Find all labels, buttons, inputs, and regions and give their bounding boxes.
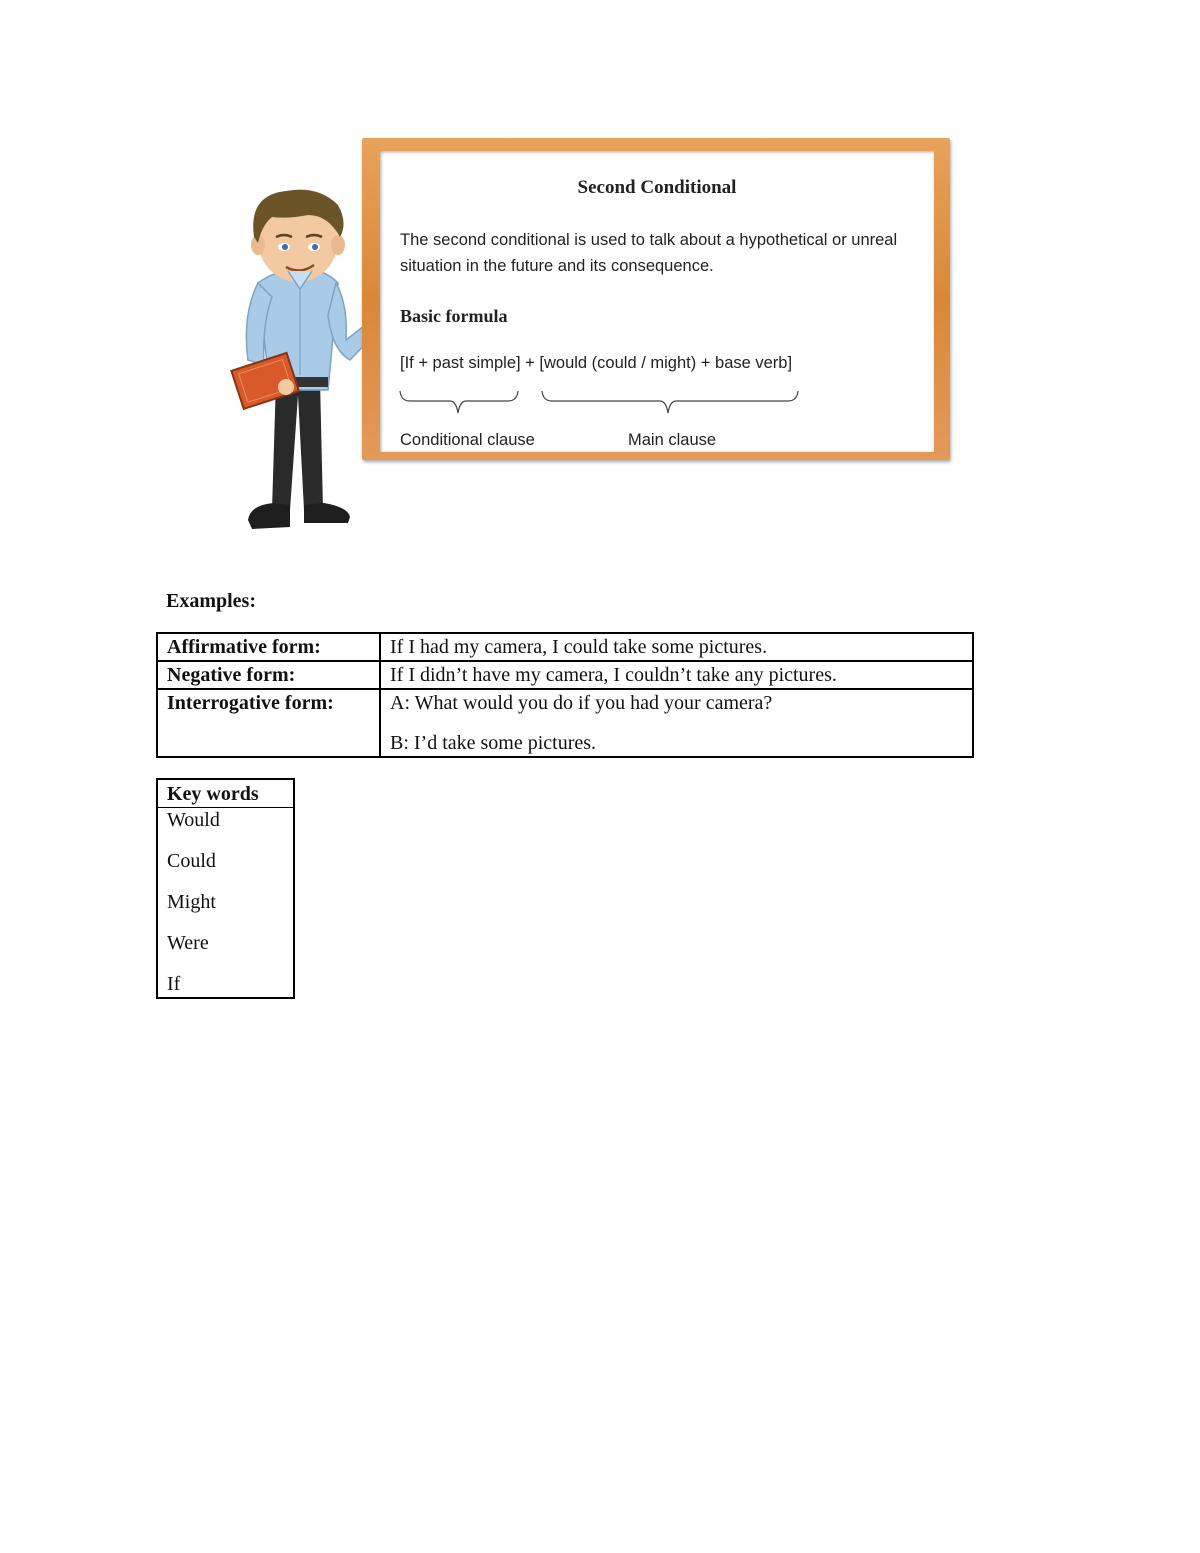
keywords-table xyxy=(156,778,295,999)
examples-heading: Examples: xyxy=(166,590,256,612)
form-label: Negative form: xyxy=(157,661,380,689)
whiteboard xyxy=(362,138,950,460)
list-item xyxy=(157,833,294,874)
main-clause-brace xyxy=(542,391,798,413)
form-label: Interrogative form: xyxy=(157,689,380,757)
list-item xyxy=(157,956,294,998)
keyword: Might xyxy=(167,891,216,913)
clause-braces xyxy=(398,389,808,421)
keyword: Would xyxy=(167,809,220,831)
whiteboard-surface xyxy=(380,151,934,452)
example-cell xyxy=(380,689,973,757)
list-item xyxy=(157,915,294,956)
list-item xyxy=(157,874,294,915)
table-row xyxy=(157,633,973,661)
board-subtitle: Basic formula xyxy=(400,306,508,326)
table-header-row xyxy=(157,779,294,808)
main-clause-label: Main clause xyxy=(628,431,717,449)
table-row xyxy=(157,661,973,689)
board-description: The second conditional is used to talk about a hypothetical or unreal situation in the future and its consequence. xyxy=(400,231,898,275)
examples-table xyxy=(156,632,974,758)
conditional-clause-brace xyxy=(400,391,518,413)
list-item xyxy=(157,808,294,834)
form-label: Affirmative form: xyxy=(157,633,380,661)
conditional-clause-label: Conditional clause xyxy=(400,431,535,449)
example-text: If I didn’t have my camera, I couldn’t take any pictures. xyxy=(380,661,973,689)
table-row xyxy=(157,689,973,757)
keyword: Could xyxy=(167,850,216,872)
keyword: If xyxy=(167,973,181,995)
example-question: A: What would you do if you had your camera? xyxy=(390,692,773,714)
board-formula: [If + past simple] + [would (could / might) + base verb] xyxy=(400,354,793,372)
board-title: Second Conditional xyxy=(577,177,737,198)
example-text: If I had my camera, I could take some pictures. xyxy=(380,633,973,661)
keyword: Were xyxy=(167,932,209,954)
example-answer: B: I’d take some pictures. xyxy=(390,732,597,754)
keywords-header: Key words xyxy=(157,779,294,808)
